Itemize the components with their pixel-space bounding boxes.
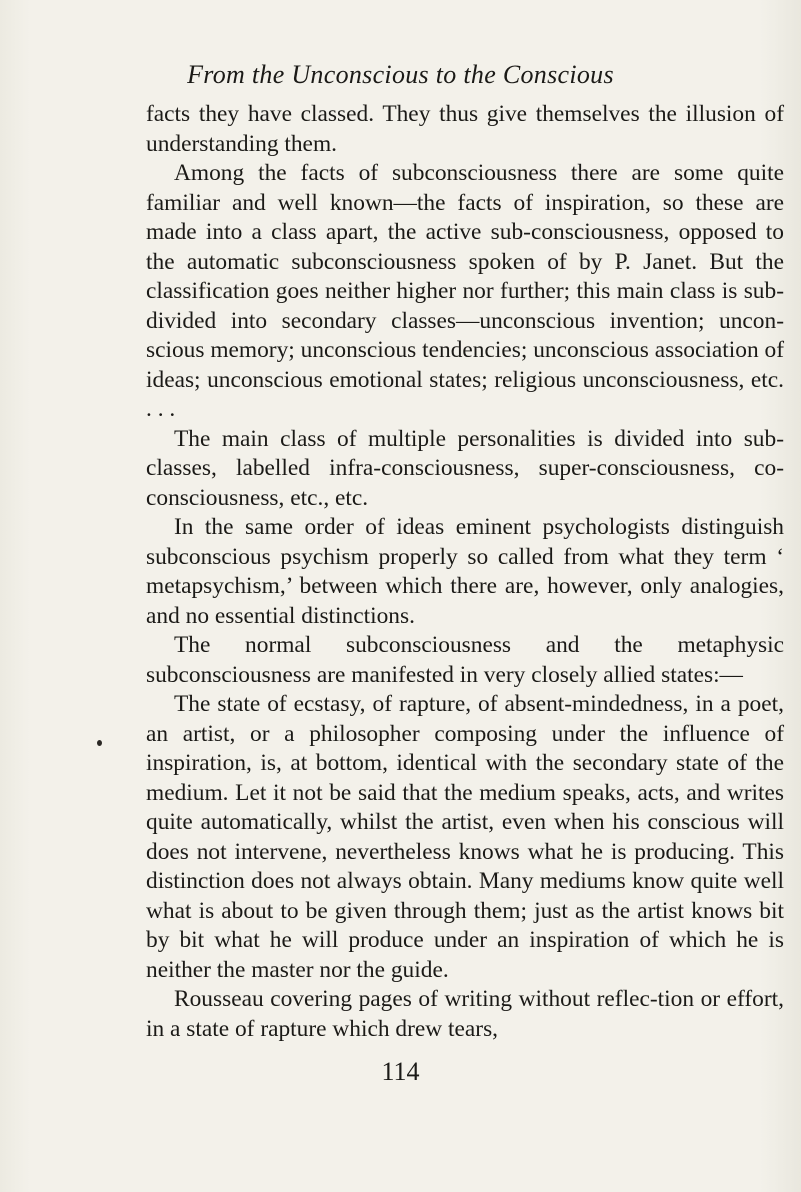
paragraph: Rousseau covering pages of writing without reflec-tion or effort, in a state of rapture which drew tears, (146, 986, 784, 1042)
page-number: 114 (381, 1057, 420, 1086)
paragraph: The normal subconsciousness and the metaphysic subconsciousness are manifested in very closely allied states:— (146, 632, 784, 688)
running-head: From the Unconscious to the Conscious (187, 60, 614, 89)
paragraph: Among the facts of subconsciousness there are some quite familiar and well known—the facts of inspiration, so these are made into a class apart, the active sub-consciousness, opposed to the automatic subconsciousness spoken of by P. Janet. But the classification goes neither higher nor further; this main class is sub-divided into secondary classes—unconscious invention; uncon-scious memory; unconscious tendencies; unconscious association of ideas; unconscious emotional states; religious unconsciousness, etc. . . . (146, 160, 784, 422)
paragraph: In the same order of ideas eminent psychologists distinguish subconscious psychism properly so called from what they term ‘ metapsychism,’ between which there are, however, only analogies, and no essential distinctions. (146, 514, 784, 629)
paragraph: The state of ecstasy, of rapture, of absent-mindedness, in a poet, an artist, or a philosopher composing under the influence of inspiration, is, at bottom, identical with the secondary state of the medium. Let it not be said that the medium speaks, acts, and writes quite automatically, whilst the artist, even when his conscious will does not intervene, nevertheless knows what he is producing. This distinction does not always obtain. Many mediums know quite well what is about to be given through them; just as the artist knows bit by bit what he will produce under an inspiration of which he is neither the master nor the guide. (146, 691, 784, 983)
ink-speck (97, 740, 102, 746)
body-text (146, 100, 784, 1044)
paragraph: The main class of multiple personalities is divided into sub-classes, labelled infra-consciousness, super-consciousness, co-consciousness, etc., etc. (146, 425, 784, 511)
paragraph: facts they have classed. They thus give themselves the illusion of understanding them. (146, 101, 784, 157)
